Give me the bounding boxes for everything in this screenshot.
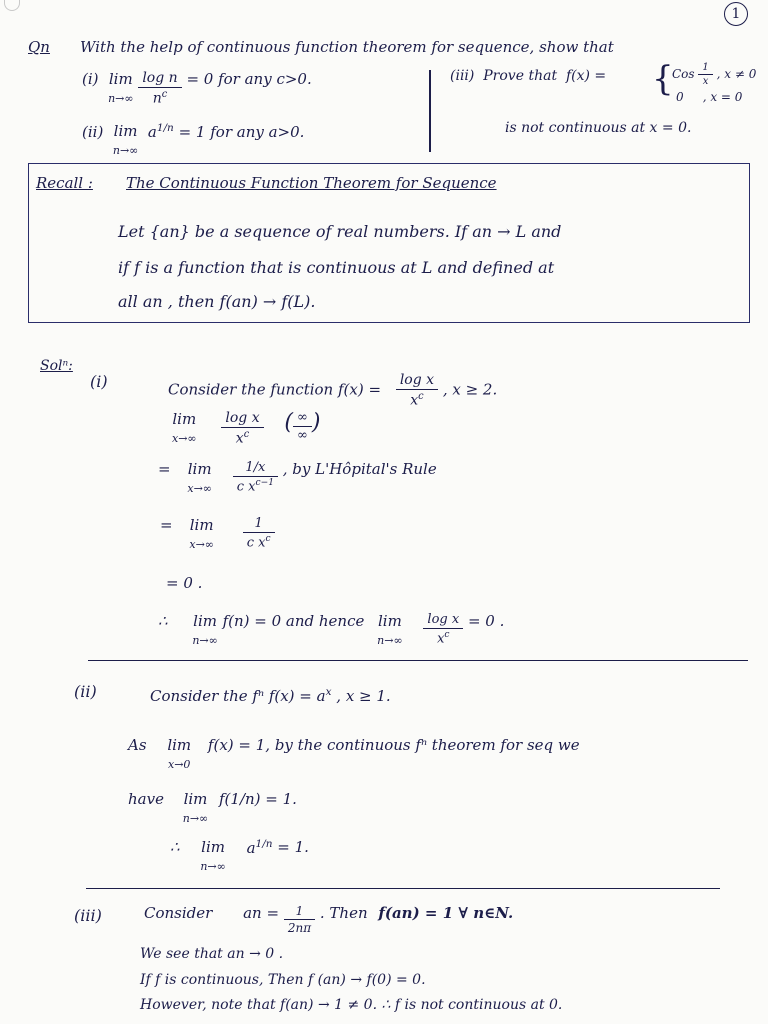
sol-i-step1-frac <box>221 410 263 447</box>
sol-ii-conclusion <box>170 838 309 874</box>
sol-ii-have-rest: f(1/n) = 1. <box>219 790 297 808</box>
page-number: 1 <box>724 2 748 26</box>
part-ii-rest: = 1 for any a>0. <box>178 123 305 141</box>
sol-i-step4: = 0 . <box>166 574 203 592</box>
part-i-number: (i) <box>82 70 99 88</box>
sol-i-concl-den: x <box>437 631 445 647</box>
part-i-fraction <box>138 70 181 107</box>
sol-i-concl-den-exp: c <box>444 630 450 640</box>
sol-ii-consider-exp: x <box>325 686 332 698</box>
sol-ii-therefore: ∴ <box>170 838 180 856</box>
sol-i-concl-num: log x <box>423 612 463 629</box>
part-iii-fx: f(x) = <box>565 68 607 84</box>
part-iii-text: Prove that <box>483 68 558 84</box>
part-ii-exp: 1/n <box>156 122 174 134</box>
sol-i-step3-lim: lim <box>189 516 214 534</box>
sol-ii-have: have <box>128 790 164 808</box>
recall-label: Recall : <box>36 174 93 192</box>
part-i-statement <box>82 70 312 107</box>
sol-i-concl-frac <box>423 612 463 646</box>
sol-i-step2-sub: x→∞ <box>187 482 212 495</box>
sol-ii-lim-sub: x→0 <box>168 758 191 771</box>
sol-ii-as: As <box>128 736 147 754</box>
sol-i-step3-den: c x <box>246 535 266 551</box>
sol-ii-concl-exp: 1/n <box>255 838 273 850</box>
sol-i-concl-sub: n→∞ <box>192 634 218 647</box>
sol-i-step2-frac <box>233 460 278 494</box>
sol-i-step2-note: , by L'Hôpital's Rule <box>282 460 437 478</box>
part-iii-number: (iii) <box>450 68 475 84</box>
recall-line-2: if f is a function that is continuous at L and defined at <box>118 258 555 277</box>
part-iii-case1-frac-num: 1 <box>698 62 712 75</box>
part-iii-case2-expr: 0 <box>676 90 684 104</box>
sol-ii-consider <box>150 686 391 705</box>
sol-i-step1-num: log x <box>221 410 263 428</box>
part-iii-case1 <box>672 62 756 87</box>
sol-i-conclusion <box>158 612 504 648</box>
sol-i-step2-lim: lim <box>187 460 212 478</box>
part-iii-case2 <box>676 90 742 104</box>
section-divider-1 <box>88 660 748 661</box>
sol-ii-concl-rest: = 1. <box>277 838 309 856</box>
sol-i-therefore: ∴ <box>158 612 168 630</box>
part-iii-case1-frac <box>698 62 712 87</box>
part-ii-base: a <box>147 123 157 141</box>
sol-i-step2: = lim x→∞ $\frac{1/x}{c x^{c-1}}$ , by L'Hôpital's Rule <box>158 460 437 495</box>
sol-i-consider <box>168 372 497 409</box>
part-ii-lim: lim <box>113 122 138 140</box>
sol-i-concl-end: = 0 . <box>467 612 505 630</box>
sol-i-step1-den-exp: c <box>243 429 250 440</box>
sol-iii-line-2: We see that an → 0 . <box>140 946 284 962</box>
sol-i-step3-den-exp: c <box>265 534 271 544</box>
sol-i-fx-num: log x <box>396 372 438 390</box>
solution-label: Solⁿ: <box>40 358 73 374</box>
sol-iii-an: an = <box>243 904 280 922</box>
recall-line-1: Let {an} be a sequence of real numbers. If an → L and <box>118 222 562 241</box>
part-ii-number: (ii) <box>82 123 104 141</box>
part-iii-case1-frac-den: x <box>702 76 709 87</box>
part-iii-tail: is not continuous at x = 0. <box>505 120 692 136</box>
sol-i-step1: lim x→∞ $\frac{\text{log x}}{x^c}$ ( $\frac{\infty}{\infty}$ ) <box>172 410 321 447</box>
sol-i-step3-frac <box>243 516 275 550</box>
sol-i-step2-den-exp: c−1 <box>255 478 274 488</box>
sol-i-fx-den-exp: c <box>418 391 424 402</box>
sol-ii-consider-text: Consider the fⁿ f(x) = a <box>150 687 326 705</box>
page-corner-mark <box>4 0 20 11</box>
sol-iii-then: . Then <box>319 904 368 922</box>
part-i-fraction-num: log n <box>138 70 181 88</box>
sol-ii-have-line <box>128 790 297 826</box>
sol-ii-domain: , x ≥ 1. <box>336 687 391 705</box>
part-i-lim: lim <box>108 70 133 88</box>
part-iii-case1-cond: , x ≠ 0 <box>716 67 757 81</box>
sol-iii-line-3: If f is continuous, Then f (an) → f(0) = 0. <box>140 972 426 988</box>
sol-i-step1-form-num: ∞ <box>293 410 312 427</box>
sol-ii-lim: lim <box>167 736 192 754</box>
sol-ii-as-rest: f(x) = 1, by the continuous fⁿ theorem for seq we <box>207 736 580 754</box>
sol-ii-number: (ii) <box>74 682 97 701</box>
sol-i-step1-form <box>293 410 312 443</box>
sol-i-number: (i) <box>90 372 108 391</box>
sol-i-concl-lim: lim <box>193 612 217 630</box>
sol-i-domain: , x ≥ 2. <box>442 380 498 399</box>
part-i-fraction-den: n <box>152 90 162 107</box>
part-iii-case1-expr: Cos <box>672 67 695 81</box>
part-iii-case2-cond: , x = 0 <box>702 90 743 104</box>
sol-i-step1-sub: x→∞ <box>172 432 197 445</box>
sol-i-step1-form-den: ∞ <box>296 428 308 443</box>
sol-i-step2-den: c x <box>236 479 256 495</box>
sol-iii-consider-line <box>144 904 513 935</box>
section-divider-2 <box>86 888 720 889</box>
sol-i-step3-sub: x→∞ <box>189 538 214 551</box>
question-divider <box>429 70 431 152</box>
question-intro: With the help of continuous function theorem for sequence, show that <box>80 38 614 56</box>
sol-iii-line-4: However, note that f(an) → 1 ≠ 0. ∴ f is not continuous at 0. <box>140 997 563 1013</box>
sol-i-step3: = lim x→∞ $\frac{1}{c x^c}$ <box>160 516 275 552</box>
sol-i-step1-lim: lim <box>172 410 197 428</box>
sol-iii-number: (iii) <box>74 906 102 925</box>
sol-ii-concl-lim: lim <box>201 838 225 856</box>
sol-ii-as-line <box>128 736 580 772</box>
sol-ii-concl-base: a <box>246 839 256 857</box>
sol-iii-consider: Consider <box>144 904 213 922</box>
sol-i-step1-den: x <box>235 430 244 447</box>
sol-i-fx-frac <box>396 372 438 409</box>
sol-i-consider-text: Consider the function f(x) = <box>168 380 382 399</box>
part-i-fraction-den-exp: c <box>161 89 168 100</box>
sol-i-step3-num: 1 <box>243 516 275 533</box>
sol-i-concl-lim2: lim <box>377 612 402 630</box>
question-label: Qn <box>28 38 50 56</box>
sol-iii-then-rest: f(an) = 1 ∀ n∈N. <box>378 904 514 922</box>
sol-ii-concl-sub: n→∞ <box>200 860 226 873</box>
sol-ii-have-lim: lim <box>183 790 208 808</box>
sol-iii-an-frac <box>284 904 315 935</box>
sol-i-concl-sub2: n→∞ <box>377 634 403 647</box>
sol-iii-an-den: 2nπ <box>287 921 312 935</box>
part-ii-lim-sub: n→∞ <box>112 144 139 157</box>
recall-line-3: all an , then f(an) → f(L). <box>118 292 316 311</box>
sol-i-step2-num: 1/x <box>233 460 278 477</box>
part-i-lim-sub: n→∞ <box>108 92 134 105</box>
sol-i-concl-mid: f(n) = 0 and hence <box>222 612 365 630</box>
sol-i-fx-den: x <box>410 392 419 409</box>
part-ii-statement <box>82 122 304 158</box>
sol-iii-an-num: 1 <box>284 904 315 920</box>
part-iii-statement <box>450 68 606 84</box>
recall-title: The Continuous Function Theorem for Sequence <box>126 174 497 192</box>
sol-ii-have-sub: n→∞ <box>182 812 209 825</box>
part-i-rest: = 0 for any c>0. <box>186 70 312 88</box>
part-iii-brace: { <box>652 59 674 99</box>
